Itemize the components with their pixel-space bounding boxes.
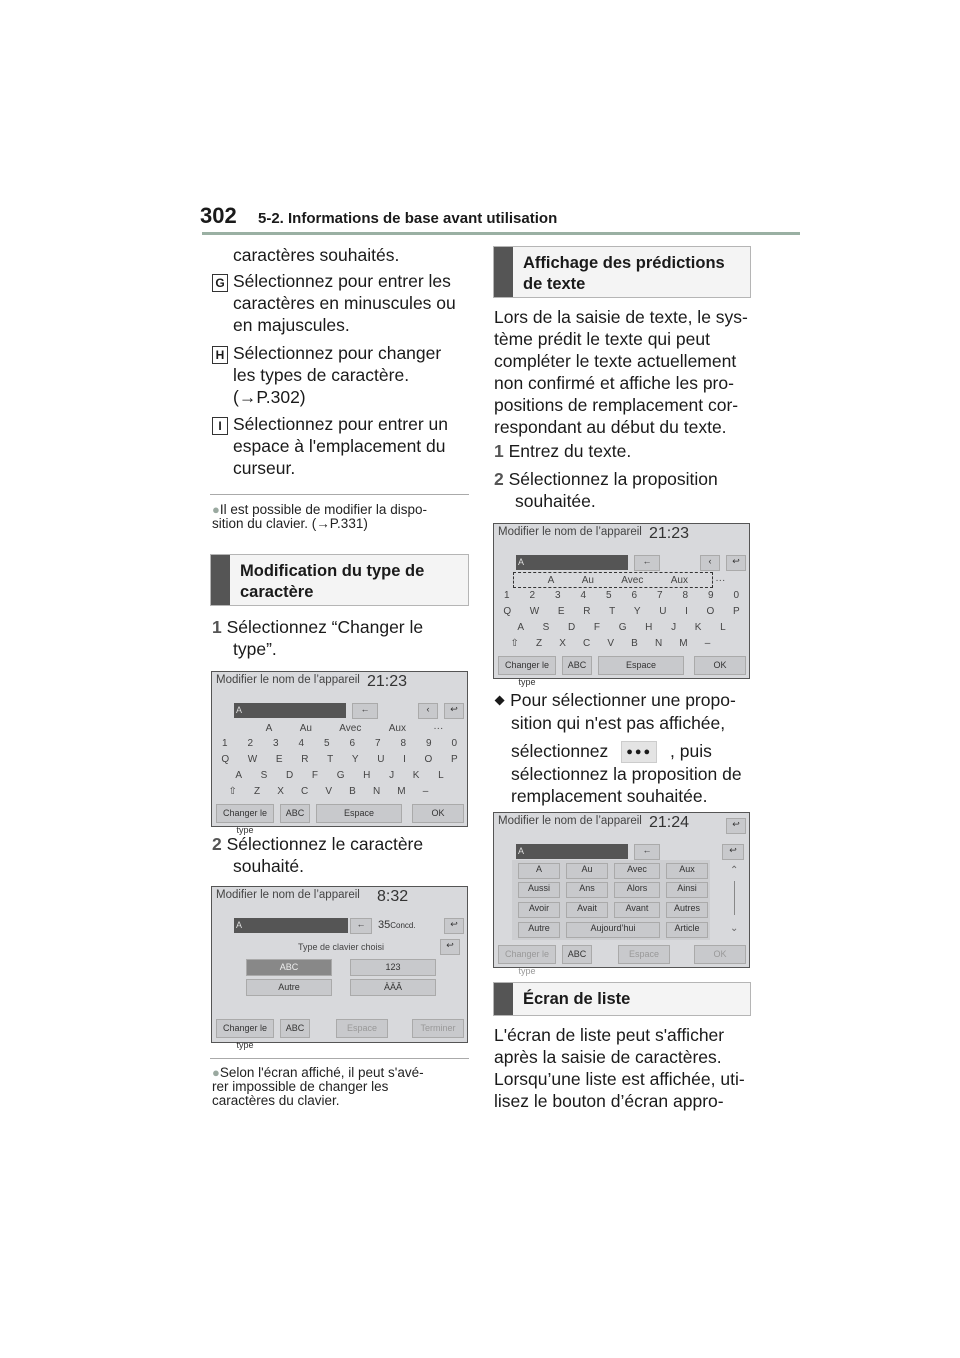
key: T [609,606,616,617]
key: 5 [323,738,330,749]
heading-modification [210,554,469,606]
prediction-row [252,723,457,734]
note-rule [210,494,469,495]
screen-title: Modifier le nom de l’appareil [216,889,360,901]
scroll-up-icon: ⌃ [730,865,739,876]
prediction-item: ··· [433,723,444,734]
key: B [631,638,638,649]
prediction-row [534,575,739,586]
key: 7 [374,738,381,749]
key: E [557,606,565,617]
prediction-item: ··· [715,575,726,586]
key: Z [254,786,261,797]
type-abc: ABC [246,959,332,976]
heading-line: de texte [523,275,586,293]
key: M [679,638,688,649]
item-h-line: les types de caractère. [233,365,410,385]
marker-i: I [212,417,228,435]
key: L [438,770,444,781]
note-line: Selon l'écran affiché, il peut s'avé- [219,1065,424,1080]
marker-h: H [212,346,228,364]
continued-text: caractères souhaités. [233,245,400,265]
key: ⇧ [510,638,519,649]
screen-clock: 21:23 [367,673,408,690]
key: S [542,622,550,633]
key: G [618,622,627,633]
note-line: sition du clavier. (→P.331) [212,516,368,531]
screen-title: Modifier le nom de l’appareil [498,526,642,538]
key: 8 [682,590,689,601]
key: H [363,770,371,781]
note-rule [210,1058,469,1059]
prediction-item: Aux [670,575,688,586]
prediction-item: Avec [621,575,644,586]
step-line: Sélectionnez “Changer le [226,617,424,637]
prediction-item: Aux [388,723,406,734]
bullet-diamond-icon: ⯁ [494,693,506,709]
prediction-item: Au [299,723,312,734]
list-item: Aussi [518,882,560,898]
back-icon: ↩ [444,703,464,719]
list-item: Alors [614,882,660,898]
item-i-line: Sélectionnez pour entrer un [233,414,448,434]
prediction-paragraph [494,306,748,438]
list-item: Autre [518,922,560,938]
ok-button: OK [694,656,746,675]
scroll-down-icon: ⌄ [730,923,739,934]
text-input: A [234,918,348,933]
bullet-line: sition qui n'est pas affichée, [511,713,726,733]
screenshot-keyboard-predictions [493,523,750,687]
step-number: 2 [212,834,222,854]
list-item: Au [566,863,608,879]
step-number: 2 [494,469,504,489]
list-item: Ans [566,882,608,898]
key: 7 [656,590,663,601]
screen-clock: 8:32 [377,888,409,905]
list-item: Aux [666,863,708,879]
key: F [593,622,601,633]
para-line: Lors de la saisie de texte, le sys- [494,307,748,327]
key: N [654,638,663,649]
key: B [349,786,356,797]
abc-button: ABC [562,945,592,964]
key: 0 [451,738,458,749]
key: O [706,606,715,617]
key: S [260,770,268,781]
key: J [671,622,677,633]
para-line: compléter le texte actuellement [494,351,737,371]
item-g-line: en majuscules. [233,315,350,335]
type-123: 123 [350,959,436,976]
back-icon: ↩ [722,844,744,860]
step-line: souhaité. [233,856,305,876]
key: W [529,606,540,617]
char-counter [378,919,416,931]
para-line: positions de remplacement cor- [494,395,739,415]
key: D [568,622,576,633]
note-line: rer impossible de changer les [212,1079,389,1094]
text-input: A [516,555,628,570]
key: X [559,638,566,649]
changer-type-button: Changer le type [216,804,274,823]
step-1-left [212,616,423,660]
para-line: Lorsqu’une liste est affichée, uti- [494,1069,745,1089]
key: W [247,754,258,765]
espace-button: Espace [618,945,670,964]
item-h-line: Sélectionnez pour changer [233,343,442,363]
prediction-item: A [265,723,273,734]
key: U [659,606,667,617]
list-item: Avec [614,863,660,879]
scrollbar [734,881,735,915]
text-input: A [516,844,628,859]
bullet-line: remplacement souhaitée. [511,786,708,807]
key: 3 [554,590,561,601]
key: T [327,754,334,765]
item-g [233,270,456,336]
list-item: Autres [666,902,708,918]
backspace-icon: ← [634,555,660,571]
step-number: 1 [494,441,504,461]
key: I [403,754,406,765]
abc-button: ABC [280,804,310,823]
key-row-a [226,770,453,781]
para-line: tème prédit le texte qui peut [494,329,710,349]
item-g-line: caractères en minuscules ou [233,293,456,313]
bullet-paragraph [494,689,742,807]
key-row-z [220,786,437,797]
key: D [286,770,294,781]
screen-clock: 21:23 [649,525,690,542]
key: P [732,606,740,617]
key-row-numbers [212,738,467,749]
key: C [301,786,309,797]
key: ⇧ [228,786,237,797]
item-i-line: espace à l'emplacement du [233,436,446,456]
key-row-numbers [494,590,749,601]
key: K [412,770,420,781]
screenshot-type-select [211,886,468,1050]
cursor-left-icon: ‹ [418,703,438,719]
note-screen [212,1066,424,1108]
step-line: souhaitée. [515,491,596,511]
list-item: Avoir [518,902,560,918]
para-line: L'écran de liste peut s'afficher [494,1025,725,1045]
prediction-item: Avec [339,723,362,734]
key: Q [503,606,512,617]
step-2-left [212,833,423,877]
backspace-icon: ← [350,918,372,934]
bullet-line: sélectionnez la proposition de [511,764,742,785]
changer-type-button: Changer le type [216,1019,274,1038]
key-row-z [502,638,719,649]
marker-g: G [212,274,228,292]
key: N [372,786,381,797]
key: 2 [247,738,254,749]
list-item: Aujourd’hui [566,922,660,938]
key: F [311,770,319,781]
key: 8 [400,738,407,749]
key: Y [351,754,359,765]
header-rule [202,232,800,235]
key: O [424,754,433,765]
key-row-a [508,622,735,633]
item-i [233,413,448,479]
key: Z [536,638,543,649]
key: 9 [707,590,714,601]
step-2-right [494,468,718,512]
abc-button: ABC [562,656,592,675]
key: U [377,754,385,765]
key: K [694,622,702,633]
ok-button: OK [412,804,464,823]
para-line: respondant au début du texte. [494,417,727,437]
key: Y [633,606,641,617]
para-line: non confirmé et affiche les pro- [494,373,734,393]
key-row-q [212,754,467,765]
key: 6 [349,738,356,749]
key: 5 [605,590,612,601]
key: A [517,622,524,633]
key: 4 [298,738,305,749]
bullet-line: sélectionnez [511,741,609,761]
prediction-item: Au [581,575,594,586]
key: E [275,754,283,765]
bullet-line: , puis [670,741,712,761]
espace-button: Espace [316,804,402,823]
key: 1 [221,738,228,749]
espace-button: Espace [598,656,684,675]
backspace-icon: ← [634,844,660,860]
back-icon: ↩ [726,555,746,571]
key: H [645,622,653,633]
section-title: 5-2. Informations de base avant utilisation [258,210,558,227]
bullet-dot-icon: ● [212,502,220,517]
screen-title: Modifier le nom de l’appareil [216,674,360,686]
list-item: Ainsi [666,882,708,898]
abc-button: ABC [280,1019,310,1038]
espace-button: Espace [336,1019,388,1038]
screenshot-list [493,812,750,976]
key: 3 [272,738,279,749]
list-paragraph [494,1024,745,1112]
note-line: Il est possible de modifier la dispo- [219,502,427,517]
changer-type-button: Changer le type [498,945,556,964]
note-line: caractères du clavier. [212,1093,340,1108]
screenshot-keyboard-1 [211,671,468,835]
cursor-left-icon: ‹ [700,555,720,571]
key: P [450,754,458,765]
ok-button: OK [694,945,746,964]
item-i-line: curseur. [233,458,296,478]
key: 2 [529,590,536,601]
step-line: Entrez du texte. [508,441,632,461]
text-input: A [234,703,346,718]
more-options-icon: ●●● [621,741,657,763]
item-h-line: (→P.302) [233,387,306,407]
item-h [233,342,441,408]
screen-clock: 21:24 [649,814,690,831]
key: V [325,786,333,797]
key: 0 [733,590,740,601]
item-g-line: Sélectionnez pour entrer les [233,271,451,291]
key: 1 [503,590,510,601]
page-number: 302 [200,203,237,228]
key-row-q [494,606,749,617]
key: – [704,638,711,649]
changer-type-button: Changer le type [498,656,556,675]
list-item: A [518,863,560,879]
screen-title: Modifier le nom de l’appareil [498,815,642,827]
back-icon: ↩ [440,939,460,955]
note-layout [212,503,427,531]
backspace-icon: ← [352,703,378,719]
heading-line: Affichage des prédictions [523,254,725,272]
step-line: Sélectionnez la proposition [508,469,718,489]
type-title: Type de clavier choisi [298,942,385,952]
counter-value: 35 [378,919,391,931]
step-line: Sélectionnez le caractère [226,834,424,854]
heading-predictions [493,246,751,298]
list-item: Article [666,922,708,938]
prediction-item: A [547,575,555,586]
type-autre: Autre [246,979,332,996]
key: G [336,770,345,781]
key: L [720,622,726,633]
heading-list-screen: Écran de liste [493,982,751,1016]
key: 9 [425,738,432,749]
key: 4 [580,590,587,601]
key: I [685,606,688,617]
key: C [583,638,591,649]
bullet-line: Pour sélectionner une propo- [510,690,736,710]
heading-line: Modification du type de [240,562,425,580]
key: 6 [631,590,638,601]
bullet-dot-icon: ● [212,1065,220,1080]
para-line: après la saisie de caractères. [494,1047,722,1067]
key: R [301,754,309,765]
list-item: Avant [614,902,660,918]
key: Q [221,754,230,765]
key: J [389,770,395,781]
counter-unit: Concd. [390,921,416,930]
step-1-right [494,440,631,462]
terminer-button: Terminer [412,1019,464,1038]
key: A [235,770,242,781]
list-item: Avait [566,902,608,918]
key: – [422,786,429,797]
para-line: lisez le bouton d’écran appro- [494,1091,724,1111]
key: M [397,786,406,797]
type-accents: ÀÄÂ [350,979,436,996]
key: X [277,786,284,797]
back-icon: ↩ [444,918,464,934]
step-line: type”. [233,639,277,659]
key: R [583,606,591,617]
key: V [607,638,615,649]
back-icon: ↩ [726,818,746,834]
step-number: 1 [212,617,222,637]
heading-line: caractère [240,583,314,601]
